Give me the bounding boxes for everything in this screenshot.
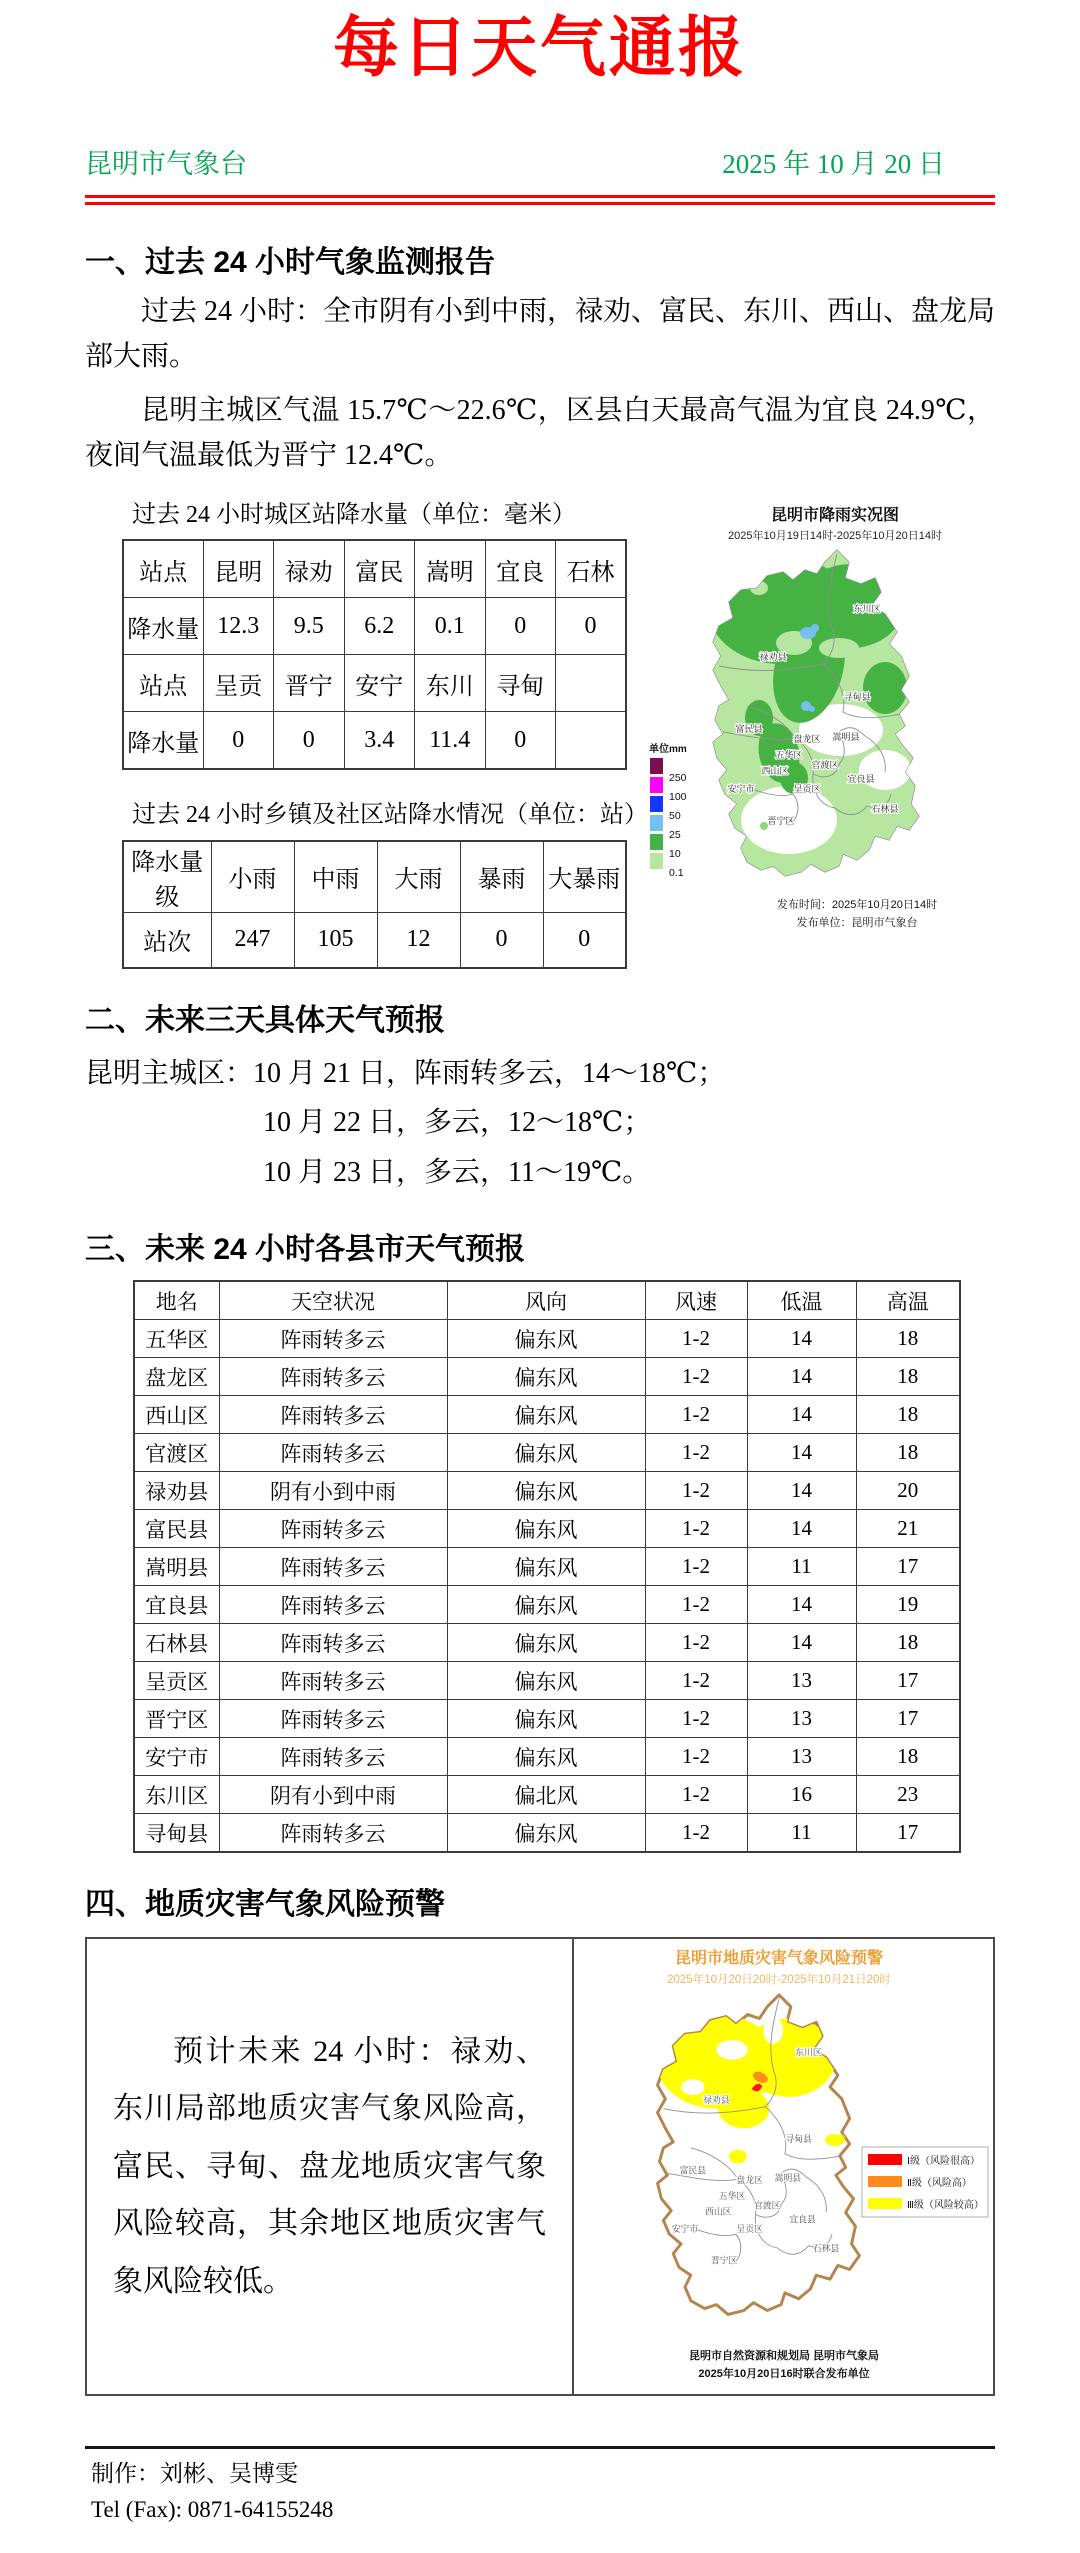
table-row <box>134 1814 960 1853</box>
footer-producers: 制作：刘彬、吴博雯 <box>91 2461 298 2487</box>
table-cell: 阴有小到中雨 <box>219 1776 447 1814</box>
table-cell: 阵雨转多云 <box>219 1814 447 1853</box>
district-label: 五华区 <box>775 750 803 761</box>
precip-tables-column <box>85 500 648 968</box>
table-cell: 阵雨转多云 <box>219 1358 447 1396</box>
table-cell: 偏东风 <box>447 1396 645 1434</box>
table-cell: 23 <box>856 1776 960 1814</box>
table-cell: 阴有小到中雨 <box>219 1472 447 1510</box>
table-cell: 站点 <box>123 655 203 712</box>
table-cell: 1-2 <box>645 1434 747 1472</box>
double-red-rule <box>85 195 995 205</box>
table-cell: 14 <box>747 1586 856 1624</box>
forecast-day1: 昆明主城区：10 月 21 日，阵雨转多云，14～18℃； <box>85 1057 726 1089</box>
table-cell: 0 <box>203 712 274 770</box>
table-cell: 1-2 <box>645 1700 747 1738</box>
table-cell: 11.4 <box>415 712 486 770</box>
table-cell: 晋宁 <box>274 655 345 712</box>
table-cell: 天空状况 <box>219 1281 447 1320</box>
section3-heading: 三、未来 24 小时各县市天气预报 <box>85 1233 526 1267</box>
table-cell: 17 <box>856 1814 960 1853</box>
table-cell <box>556 712 627 770</box>
rain-map-column <box>645 500 1017 968</box>
legend-value: 250 <box>669 772 687 785</box>
table-cell: 6.2 <box>344 598 415 655</box>
table-cell: 0 <box>543 912 626 968</box>
table-cell: 五华区 <box>134 1320 219 1358</box>
table-cell: 11 <box>747 1548 856 1586</box>
district-label: 宜良县 <box>789 2214 816 2225</box>
table-cell: 12 <box>377 912 460 968</box>
rain-map-subtitle: 2025年10月19日14时-2025年10月20日14时 <box>727 530 943 543</box>
table-cell: 大暴雨 <box>543 841 626 913</box>
risk-map <box>574 1939 994 2389</box>
table-cell: 大雨 <box>377 841 460 913</box>
risk-map-title: 昆明市地质灾害气象风险预警 <box>674 1950 884 1968</box>
table-cell: 14 <box>747 1396 856 1434</box>
table-cell: 1-2 <box>645 1586 747 1624</box>
table-cell: 18 <box>856 1738 960 1776</box>
risk-map-footer-1: 昆明市自然资源和规划局 昆明市气象局 <box>688 2350 880 2363</box>
table-cell: 14 <box>747 1510 856 1548</box>
table-cell: 降水量 <box>123 598 203 655</box>
table-cell: 石林县 <box>134 1624 219 1662</box>
section1-paragraph-2: 昆明主城区气温 15.7℃～22.6℃，区县白天最高气温为宜良 24.9℃，夜间气温最低为晋宁 12.4℃。 <box>85 394 995 471</box>
table-cell: 14 <box>747 1624 856 1662</box>
table-cell: 1-2 <box>645 1510 747 1548</box>
risk-warning-text-cell <box>87 1939 574 2394</box>
risk-map-footer-2: 2025年10月20日16时联合发布单位 <box>698 2368 870 2381</box>
table-cell: 11 <box>747 1814 856 1853</box>
table-cell: 13 <box>747 1662 856 1700</box>
table-cell: 20 <box>856 1472 960 1510</box>
table-cell: 偏东风 <box>447 1662 645 1700</box>
table-cell: 偏东风 <box>447 1738 645 1776</box>
legend-label: Ⅰ级（风险很高） <box>907 2156 980 2168</box>
table-cell: 宜良 <box>485 540 556 598</box>
county-forecast-table <box>133 1280 961 1853</box>
table-row <box>123 540 626 598</box>
table-cell: 阵雨转多云 <box>219 1662 447 1700</box>
table-cell: 18 <box>856 1434 960 1472</box>
table-cell: 东川区 <box>134 1776 219 1814</box>
table-cell: 安宁市 <box>134 1738 219 1776</box>
table-cell: 宜良县 <box>134 1586 219 1624</box>
table-cell: 暴雨 <box>460 841 543 913</box>
table-cell: 寻甸 <box>485 655 556 712</box>
table-cell: 0 <box>485 598 556 655</box>
page-footer <box>85 2446 995 2526</box>
legend-value: 25 <box>669 829 681 842</box>
table-cell: 阵雨转多云 <box>219 1624 447 1662</box>
table-cell: 13 <box>747 1738 856 1776</box>
footer-rule <box>85 2446 995 2449</box>
risk-warning-box <box>85 1937 995 2396</box>
table-cell: 1-2 <box>645 1472 747 1510</box>
table-cell: 禄劝 <box>274 540 345 598</box>
table-cell: 17 <box>856 1548 960 1586</box>
report-date: 2025 年 10 月 20 日 <box>722 148 945 179</box>
table-cell: 偏东风 <box>447 1510 645 1548</box>
risk-map-cell <box>574 1939 994 2394</box>
rain-map-issue-org: 发布单位：昆明市气象台 <box>796 917 918 930</box>
table-cell: 18 <box>856 1320 960 1358</box>
township-precip-table-title: 过去 24 小时乡镇及社区站降水情况（单位：站） <box>132 802 648 829</box>
monitoring-content-row <box>85 500 995 968</box>
district-label: 石林县 <box>812 2243 840 2254</box>
table-cell: 站次 <box>123 912 211 968</box>
table-cell: 1-2 <box>645 1776 747 1814</box>
table-row <box>134 1776 960 1814</box>
district-label: 富民县 <box>679 2165 707 2176</box>
table-cell: 偏东风 <box>447 1586 645 1624</box>
risk-map-legend <box>862 2147 988 2217</box>
district-label: 呈贡区 <box>736 2224 763 2235</box>
table-row <box>134 1738 960 1776</box>
table-row <box>134 1358 960 1396</box>
legend-value: 100 <box>669 791 687 804</box>
table-cell: 247 <box>211 912 294 968</box>
district-label: 石林县 <box>871 804 899 815</box>
forecast-day2: 10 月 22 日，多云，12～18℃； <box>263 1107 652 1139</box>
table-row <box>134 1510 960 1548</box>
district-label: 官渡区 <box>811 760 839 771</box>
table-cell: 1-2 <box>645 1624 747 1662</box>
table-cell: 1-2 <box>645 1358 747 1396</box>
legend-swatch <box>868 2176 902 2187</box>
rain-map-title: 昆明市降雨实况图 <box>770 507 900 525</box>
district-label: 盘龙区 <box>736 2175 763 2186</box>
table-row <box>123 712 626 770</box>
district-label: 嵩明县 <box>774 2173 802 2184</box>
legend-swatch <box>650 853 663 869</box>
table-cell: 0.1 <box>415 598 486 655</box>
table-cell: 偏东风 <box>447 1700 645 1738</box>
table-cell: 阵雨转多云 <box>219 1396 447 1434</box>
district-label: 安宁市 <box>671 2224 699 2235</box>
rain-map <box>645 500 1017 938</box>
table-cell: 站点 <box>123 540 203 598</box>
table-cell: 偏东风 <box>447 1320 645 1358</box>
district-label: 东川区 <box>795 2047 822 2058</box>
district-label: 禄劝县 <box>703 2094 730 2105</box>
section1-paragraph-1: 过去 24 小时：全市阴有小到中雨，禄劝、富民、东川、西山、盘龙局部大雨。 <box>85 295 996 373</box>
table-cell: 寻甸县 <box>134 1814 219 1853</box>
risk-map-body <box>657 1995 860 2314</box>
district-label: 呈贡区 <box>793 784 821 795</box>
table-row <box>134 1396 960 1434</box>
table-cell: 偏东风 <box>447 1358 645 1396</box>
table-row <box>134 1434 960 1472</box>
table-cell: 富民县 <box>134 1510 219 1548</box>
table-row <box>134 1662 960 1700</box>
table-cell: 呈贡区 <box>134 1662 219 1700</box>
table-cell: 1-2 <box>645 1396 747 1434</box>
section4-heading: 四、地质灾害气象风险预警 <box>85 1888 445 1922</box>
rain-map-legend <box>649 742 687 879</box>
table-cell: 降水量 <box>123 712 203 770</box>
district-label: 富民县 <box>735 724 763 735</box>
table-cell: 偏东风 <box>447 1548 645 1586</box>
table-cell: 14 <box>747 1472 856 1510</box>
table-cell: 安宁 <box>344 655 415 712</box>
district-label: 官渡区 <box>754 2200 781 2211</box>
table-cell: 1-2 <box>645 1548 747 1586</box>
table-cell: 1-2 <box>645 1320 747 1358</box>
table-cell: 1-2 <box>645 1814 747 1853</box>
table-row <box>134 1472 960 1510</box>
legend-label: Ⅲ级（风险较高） <box>907 2200 984 2212</box>
table-cell: 阵雨转多云 <box>219 1586 447 1624</box>
table-cell: 0 <box>485 712 556 770</box>
table-cell: 阵雨转多云 <box>219 1738 447 1776</box>
table-cell: 阵雨转多云 <box>219 1700 447 1738</box>
footer-telephone: Tel (Fax): 0871-64155248 <box>91 2497 334 2523</box>
table-cell: 昆明 <box>203 540 274 598</box>
table-cell: 0 <box>460 912 543 968</box>
table-row <box>134 1281 960 1320</box>
table-cell: 阵雨转多云 <box>219 1320 447 1358</box>
district-label: 五华区 <box>718 2190 746 2201</box>
district-label: 晋宁区 <box>767 816 795 827</box>
masthead <box>85 142 995 181</box>
table-cell: 9.5 <box>274 598 345 655</box>
table-cell: 17 <box>856 1662 960 1700</box>
township-precip-table <box>122 840 627 969</box>
legend-value: 10 <box>669 848 681 861</box>
rain-legend-title: 单位mm <box>649 744 687 756</box>
district-label: 安宁市 <box>727 784 755 795</box>
city-precip-table-title: 过去 24 小时城区站降水量（单位：毫米） <box>132 502 576 529</box>
table-cell: 16 <box>747 1776 856 1814</box>
table-cell: 0 <box>274 712 345 770</box>
legend-swatch <box>868 2198 902 2209</box>
table-row <box>123 841 626 913</box>
table-cell: 14 <box>747 1358 856 1396</box>
district-label: 东川区 <box>853 604 881 615</box>
legend-swatch <box>650 758 663 774</box>
legend-value: 50 <box>669 810 681 823</box>
table-cell: 13 <box>747 1700 856 1738</box>
legend-swatch <box>650 834 663 850</box>
table-cell: 呈贡 <box>203 655 274 712</box>
table-cell: 富民 <box>344 540 415 598</box>
table-cell: 阵雨转多云 <box>219 1434 447 1472</box>
district-label: 晋宁区 <box>710 2255 738 2266</box>
rain-map-issue-time: 发布时间：2025年10月20日14时 <box>776 899 938 912</box>
table-cell: 偏北风 <box>447 1776 645 1814</box>
table-cell: 18 <box>856 1396 960 1434</box>
table-cell: 偏东风 <box>447 1434 645 1472</box>
legend-swatch <box>650 777 663 793</box>
table-cell: 18 <box>856 1358 960 1396</box>
section2-heading: 二、未来三天具体天气预报 <box>85 1003 445 1037</box>
district-label: 禄劝县 <box>759 652 787 663</box>
district-label: 寻甸县 <box>785 2134 812 2145</box>
table-row <box>134 1320 960 1358</box>
table-cell: 晋宁区 <box>134 1700 219 1738</box>
table-row <box>134 1586 960 1624</box>
table-cell: 12.3 <box>203 598 274 655</box>
table-cell: 降水量级 <box>123 841 211 913</box>
legend-label: Ⅱ级（风险高） <box>907 2178 972 2190</box>
table-cell: 105 <box>294 912 377 968</box>
district-label: 宜良县 <box>847 774 875 785</box>
district-label: 盘龙区 <box>793 734 821 745</box>
table-cell: 偏东风 <box>447 1472 645 1510</box>
table-cell: 嵩明 <box>415 540 486 598</box>
risk-map-subtitle: 2025年10月20日20时-2025年10月21日20时 <box>667 1974 891 1987</box>
table-cell: 阵雨转多云 <box>219 1510 447 1548</box>
table-row <box>134 1548 960 1586</box>
table-cell: 风速 <box>645 1281 747 1320</box>
table-cell: 风向 <box>447 1281 645 1320</box>
rain-map-body <box>689 548 979 878</box>
city-precip-table <box>122 539 627 770</box>
risk-warning-text: 预计未来 24 小时：禄劝、东川局部地质灾害气象风险高，富民、寻甸、盘龙地质灾害气象风险较高，其余地区地质灾害气象风险较低。 <box>113 2034 546 2298</box>
district-label: 西山区 <box>761 766 789 777</box>
section1-heading: 一、过去 24 小时气象监测报告 <box>85 245 496 279</box>
page-title: 每日天气通报 <box>333 12 747 85</box>
district-label: 寻甸县 <box>843 692 871 703</box>
table-cell: 1-2 <box>645 1738 747 1776</box>
table-cell: 14 <box>747 1434 856 1472</box>
forecast-day3: 10 月 23 日，多云，11～19℃。 <box>263 1157 651 1189</box>
table-row <box>123 655 626 712</box>
table-cell: 中雨 <box>294 841 377 913</box>
table-cell: 3.4 <box>344 712 415 770</box>
table-cell: 小雨 <box>211 841 294 913</box>
legend-swatch <box>868 2154 902 2165</box>
agency-name: 昆明市气象台 <box>85 148 247 179</box>
table-cell: 19 <box>856 1586 960 1624</box>
table-row <box>134 1700 960 1738</box>
table-cell: 地名 <box>134 1281 219 1320</box>
legend-swatch <box>650 796 663 812</box>
table-cell: 1-2 <box>645 1662 747 1700</box>
legend-value: 0.1 <box>669 867 684 880</box>
table-row <box>134 1624 960 1662</box>
table-cell: 17 <box>856 1700 960 1738</box>
table-cell: 禄劝县 <box>134 1472 219 1510</box>
table-cell: 嵩明县 <box>134 1548 219 1586</box>
table-cell: 偏东风 <box>447 1624 645 1662</box>
table-cell: 官渡区 <box>134 1434 219 1472</box>
table-cell: 石林 <box>556 540 627 598</box>
table-cell: 18 <box>856 1624 960 1662</box>
district-label: 西山区 <box>705 2206 732 2217</box>
district-label: 嵩明县 <box>832 732 860 743</box>
table-cell: 东川 <box>415 655 486 712</box>
table-cell: 低温 <box>747 1281 856 1320</box>
table-cell: 0 <box>556 598 627 655</box>
table-cell: 西山区 <box>134 1396 219 1434</box>
table-cell: 盘龙区 <box>134 1358 219 1396</box>
table-row <box>123 598 626 655</box>
table-cell <box>556 655 627 712</box>
table-cell: 高温 <box>856 1281 960 1320</box>
table-cell: 14 <box>747 1320 856 1358</box>
table-cell: 偏东风 <box>447 1814 645 1853</box>
legend-swatch <box>650 815 663 831</box>
table-row <box>123 912 626 968</box>
table-cell: 21 <box>856 1510 960 1548</box>
table-cell: 阵雨转多云 <box>219 1548 447 1586</box>
